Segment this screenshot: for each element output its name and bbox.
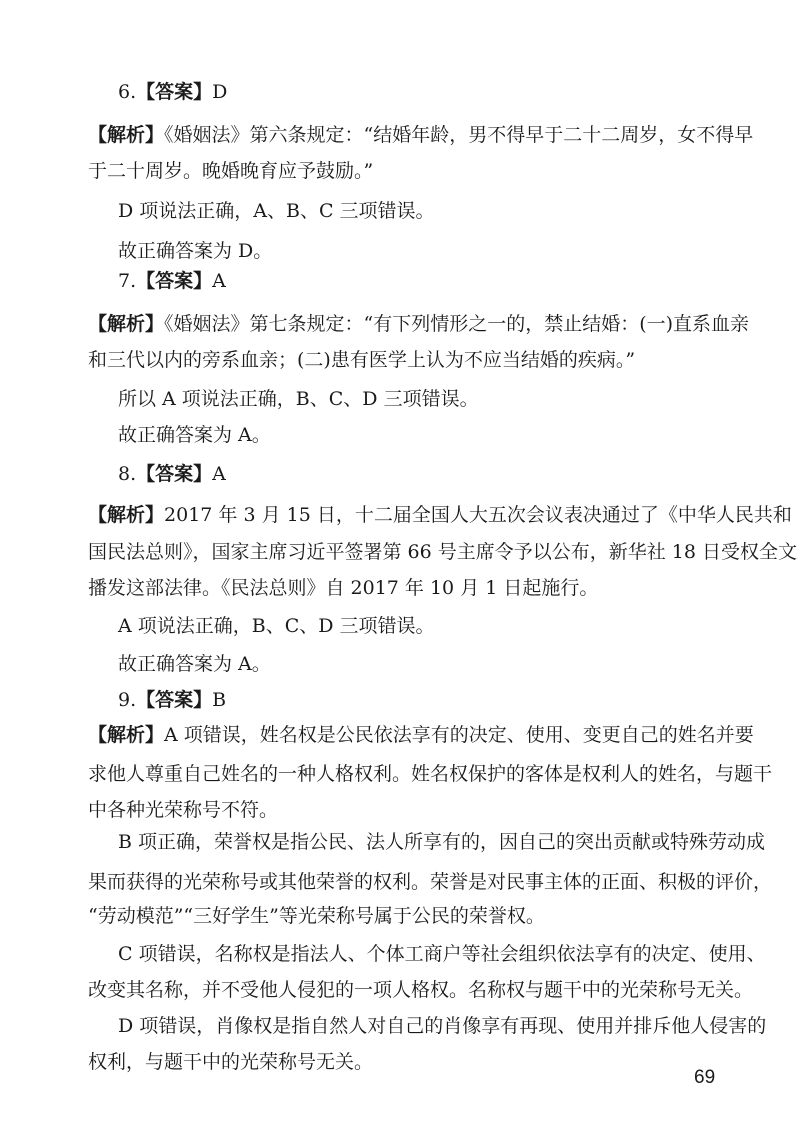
answer-label: 【答案】 [136, 463, 213, 485]
answer-heading [118, 686, 740, 714]
text-line: C 项错误，名称权是指法人、个体工商户等社会组织依法享有的决定、使用、 [118, 943, 766, 965]
text-line: 故正确答案为 D。 [118, 240, 273, 262]
answer-value: A [212, 463, 226, 485]
answer-value: B [212, 689, 227, 711]
text-line: 播发这部法律。《民法总则》自 2017 年 10 月 1 日起施行。 [88, 577, 599, 599]
text-line: 故正确答案为 A。 [118, 653, 271, 675]
text-line: 和三代以内的旁系血亲；(二)患有医学上认为不应当结婚的疾病。” [88, 349, 636, 371]
answer-label: 【答案】 [136, 270, 213, 292]
analysis-text: 《婚姻法》第六条规定：“结婚年龄，男不得早于二十二周岁，女不得早 [164, 124, 754, 146]
answer-value: A [212, 270, 226, 292]
analysis-label: 【解析】 [88, 313, 165, 335]
text-line: 改变其名称，并不受他人侵犯的一项人格权。名称权与题干中的光荣称号无关。 [88, 979, 754, 1001]
analysis-label: 【解析】 [88, 724, 165, 746]
analysis-label: 【解析】 [88, 504, 165, 526]
analysis-text: 《婚姻法》第七条规定：“有下列情形之一的，禁止结婚：(一)直系血亲 [164, 313, 750, 335]
text-line: A 项说法正确，B、C、D 三项错误。 [118, 615, 435, 637]
text-line: 果而获得的光荣称号或其他荣誉的权利。荣誉是对民事主体的正面、积极的评价， [88, 871, 773, 893]
question-number: 6. [118, 81, 137, 103]
page-number: 69 [694, 1067, 716, 1088]
text-line: 求他人尊重自己姓名的一种人格权利。姓名权保护的客体是权利人的姓名，与题干 [88, 763, 773, 785]
text-line: 国民法总则》，国家主席习近平签署第 66 号主席令予以公布，新华社 18 日受权全文 [88, 541, 798, 563]
text-line: D 项说法正确，A、B、C 三项错误。 [118, 200, 435, 222]
text-line: 于二十周岁。晚婚晚育应予鼓励。” [88, 160, 374, 182]
question-number: 9. [118, 689, 137, 711]
answer-label: 【答案】 [136, 81, 213, 103]
analysis-line [88, 501, 792, 529]
analysis-line [88, 121, 754, 149]
text-line: “劳动模范”“三好学生”等光荣称号属于公民的荣誉权。 [88, 905, 545, 927]
answer-heading [118, 78, 740, 106]
answer-value: D [212, 81, 228, 103]
analysis-label: 【解析】 [88, 124, 165, 146]
text-line: 权利，与题干中的光荣称号无关。 [88, 1051, 374, 1073]
analysis-line [88, 721, 754, 749]
text-line: D 项错误，肖像权是指自然人对自己的肖像享有再现、使用并排斥他人侵害的 [118, 1015, 767, 1037]
analysis-line [88, 310, 750, 338]
question-number: 8. [118, 463, 137, 485]
text-line: B 项正确，荣誉权是指公民、法人所享有的，因自己的突出贡献或特殊劳动成 [118, 831, 766, 853]
answer-heading [118, 460, 740, 488]
analysis-text: A 项错误，姓名权是公民依法享有的决定、使用、变更自己的姓名并要 [164, 724, 754, 746]
answer-label: 【答案】 [136, 689, 213, 711]
text-line: 故正确答案为 A。 [118, 424, 271, 446]
text-line: 所以 A 项说法正确，B、C、D 三项错误。 [118, 388, 479, 410]
question-number: 7. [118, 270, 137, 292]
answer-heading [118, 267, 740, 295]
analysis-text: 2017 年 3 月 15 日，十二届全国人大五次会议表决通过了《中华人民共和 [164, 504, 792, 526]
text-line: 中各种光荣称号不符。 [88, 799, 279, 821]
